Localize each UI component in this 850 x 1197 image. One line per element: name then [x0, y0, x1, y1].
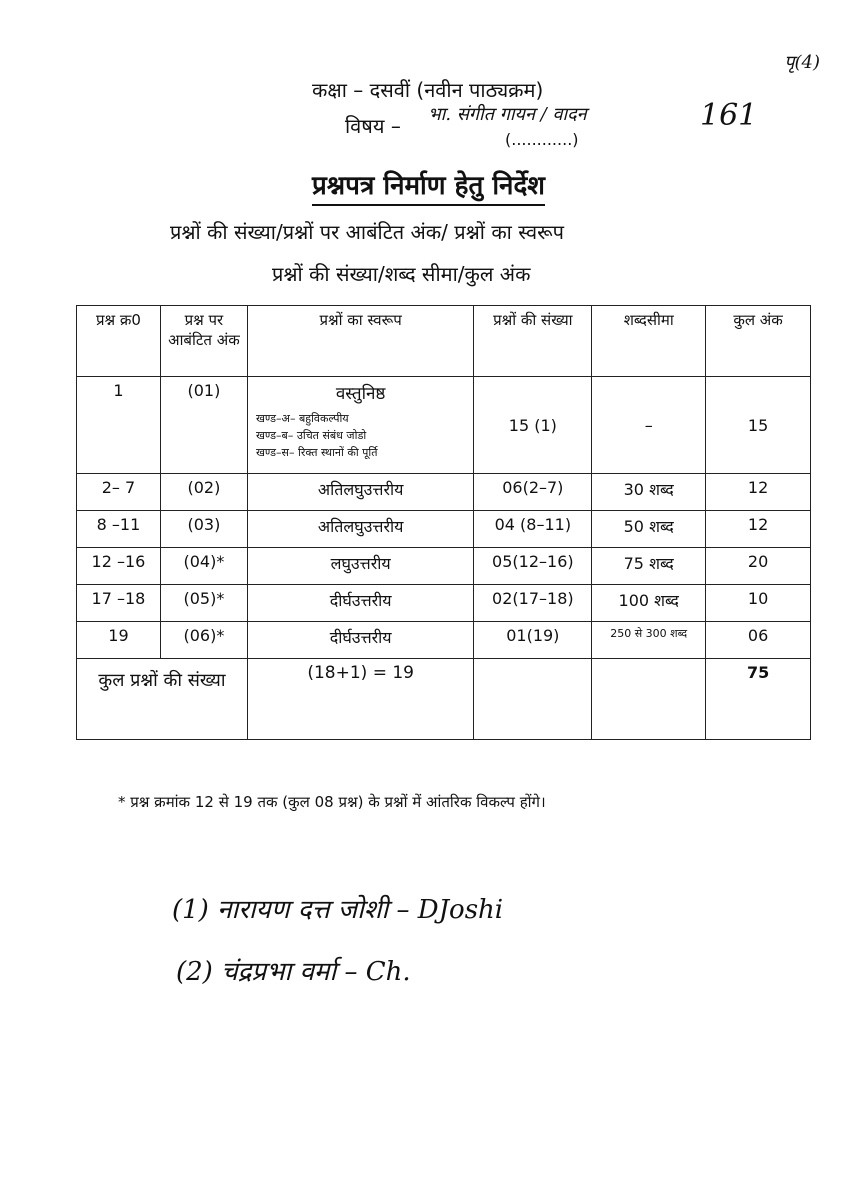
cell-word-limit: – — [592, 377, 706, 474]
table-total-row — [77, 659, 811, 740]
subject-handwritten: भा. संगीत गायन / वादन — [428, 104, 587, 125]
table-row — [77, 511, 811, 548]
page-title: प्रश्नपत्र निर्माण हेतु निर्देश — [312, 166, 545, 206]
total-count-blank — [474, 659, 592, 740]
cell-total: 10 — [706, 585, 811, 622]
table-header-row — [77, 306, 811, 377]
cell-marks: (05)* — [160, 585, 247, 622]
table-row — [77, 622, 811, 659]
table-row-objective — [77, 377, 811, 474]
cell-marks: (06)* — [160, 622, 247, 659]
objective-type-label: वस्तुनिष्ठ — [335, 384, 386, 404]
cell-total: 15 — [706, 377, 811, 474]
cell-type: अतिलघुउत्तरीय — [247, 511, 473, 548]
cell-marks: (03) — [160, 511, 247, 548]
cell-total: 06 — [706, 622, 811, 659]
cell-total: 12 — [706, 474, 811, 511]
header-marks: प्रश्न पर आबंटित अंक — [160, 306, 247, 377]
cell-total: 20 — [706, 548, 811, 585]
subject-code: 161 — [700, 98, 758, 133]
cell-qno: 8 –11 — [77, 511, 161, 548]
header-count: प्रश्नों की संख्या — [474, 306, 592, 377]
table-row — [77, 548, 811, 585]
cell-count: 04 (8–11) — [474, 511, 592, 548]
header-total: कुल अंक — [706, 306, 811, 377]
cell-type: लघुउत्तरीय — [247, 548, 473, 585]
header-word-limit: शब्दसीमा — [592, 306, 706, 377]
objective-sections — [252, 410, 469, 461]
subject-blank: (............) — [505, 130, 579, 149]
section-c: खण्ड–स– रिक्त स्थानों की पूर्ति — [255, 446, 378, 459]
cell-type: दीर्घउत्तरीय — [247, 585, 473, 622]
cell-marks: (04)* — [160, 548, 247, 585]
page-number-mark: पृ(4) — [784, 52, 820, 73]
total-word-blank — [592, 659, 706, 740]
total-label: कुल प्रश्नों की संख्या — [77, 659, 248, 740]
class-line: कक्षा – दसवीं (नवीन पाठ्यक्रम) — [312, 78, 544, 102]
cell-word-limit: 100 शब्द — [592, 585, 706, 622]
cell-qno: 19 — [77, 622, 161, 659]
cell-count: 02(17–18) — [474, 585, 592, 622]
cell-type: अतिलघुउत्तरीय — [247, 474, 473, 511]
cell-word-limit: 30 शब्द — [592, 474, 706, 511]
cell-count: 15 (1) — [474, 377, 592, 474]
cell-word-limit: 75 शब्द — [592, 548, 706, 585]
cell-count: 01(19) — [474, 622, 592, 659]
cell-qno: 2– 7 — [77, 474, 161, 511]
cell-word-limit: 50 शब्द — [592, 511, 706, 548]
cell-marks: (02) — [160, 474, 247, 511]
cell-marks: (01) — [160, 377, 247, 474]
cell-type: दीर्घउत्तरीय — [247, 622, 473, 659]
header-qno: प्रश्न क्र0 — [77, 306, 161, 377]
cell-type — [247, 377, 473, 474]
subject-label: विषय – — [345, 114, 401, 138]
cell-total: 12 — [706, 511, 811, 548]
header-type: प्रश्नों का स्वरूप — [247, 306, 473, 377]
cell-count: 05(12–16) — [474, 548, 592, 585]
total-marks: 75 — [706, 659, 811, 740]
subtitle-1: प्रश्नों की संख्या/प्रश्नों पर आबंटित अंक/ प्रश्नों का स्वरूप — [170, 220, 565, 244]
cell-count: 06(2–7) — [474, 474, 592, 511]
cell-word-limit: 250 से 300 शब्द — [592, 622, 706, 659]
signature-2: (2) चंद्रप्रभा वर्मा – Ch. — [176, 957, 411, 987]
question-table — [76, 305, 811, 740]
table-row — [77, 474, 811, 511]
cell-qno: 12 –16 — [77, 548, 161, 585]
section-b: खण्ड–ब– उचित संबंध जोडो — [255, 429, 367, 442]
subtitle-2: प्रश्नों की संख्या/शब्द सीमा/कुल अंक — [272, 262, 531, 286]
signature-1: (1) नारायण दत्त जोशी – DJoshi — [172, 895, 504, 925]
total-formula: (18+1) = 19 — [247, 659, 473, 740]
table-row — [77, 585, 811, 622]
footnote: * प्रश्न क्रमांक 12 से 19 तक (कुल 08 प्रश्न) के प्रश्नों में आंतरिक विकल्प होंगे। — [118, 793, 546, 811]
cell-qno: 1 — [77, 377, 161, 474]
section-a: खण्ड–अ– बहुविकल्पीय — [255, 412, 349, 425]
cell-qno: 17 –18 — [77, 585, 161, 622]
